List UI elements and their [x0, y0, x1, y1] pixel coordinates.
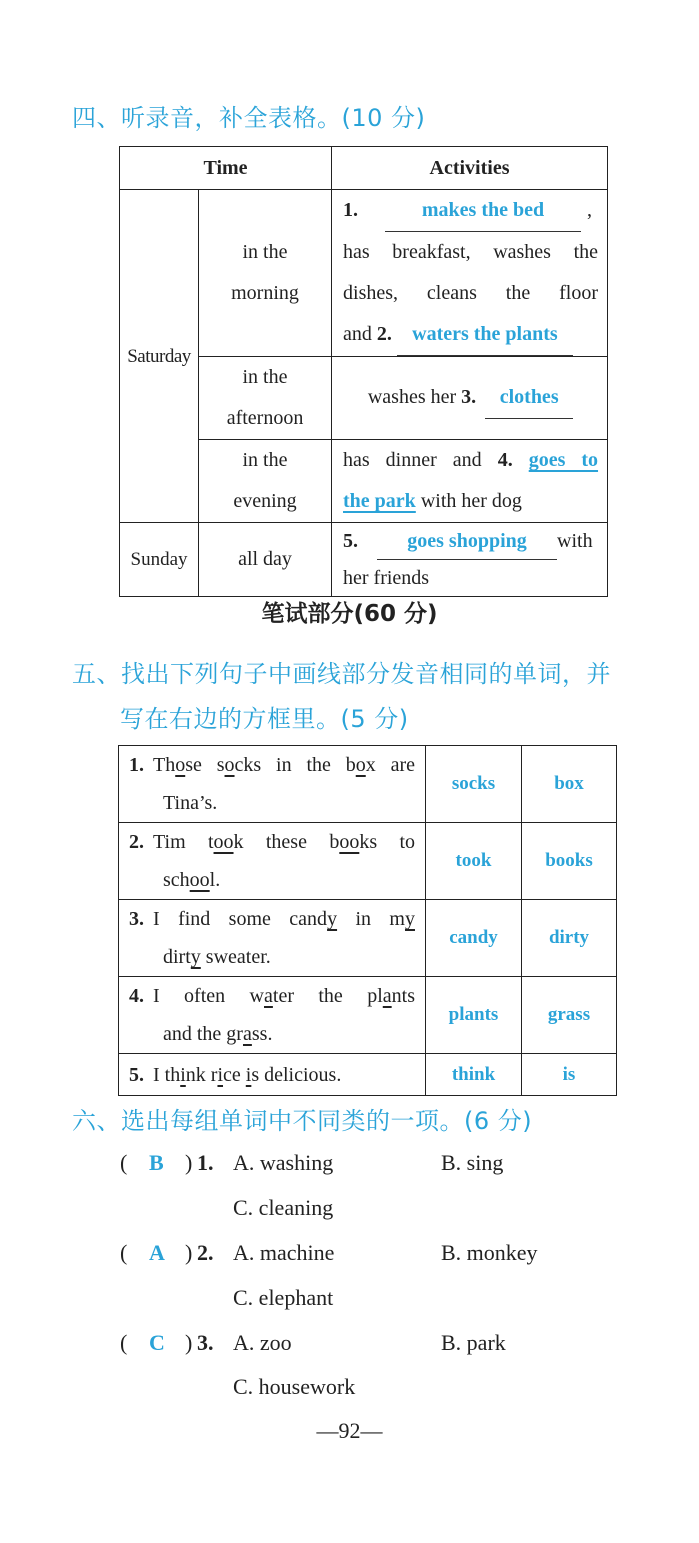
sentence-2: 2. Tim took these books to school.: [119, 823, 426, 900]
question-2-line2: [0, 1278, 699, 1318]
question-3: ( C ) 3. A. zoo B. park: [0, 1323, 699, 1363]
option-a: A. machine: [233, 1240, 335, 1265]
option-b: B. monkey: [441, 1240, 538, 1265]
section5-title: 五、找出下列句子中画线部分发音相同的单词，并: [72, 660, 611, 688]
morning-activities: 1. makes the bed , has breakfast, washes the dishes, cleans the floor and 2. waters the plants: [332, 190, 608, 357]
answer-4: goes to: [528, 449, 599, 471]
sentence-1: 1. Those socks in the box are Tina’s.: [119, 746, 426, 823]
section5-title-line2: 写在右边的方框里。(5 分): [120, 705, 409, 733]
question-1: ( B ) 1. A. washing B. sing: [0, 1143, 699, 1183]
option-c: C. housework: [233, 1374, 356, 1399]
question-1-line2: [0, 1188, 699, 1228]
answer-5: goes shopping: [377, 523, 557, 560]
answer-word-5b: is: [522, 1054, 617, 1096]
option-a: A. zoo: [233, 1330, 292, 1355]
evening-activities: has dinner and 4. goes to the park with her dog: [332, 440, 608, 523]
option-c: C. elephant: [233, 1285, 334, 1310]
answer-word-3a: candy: [426, 900, 522, 977]
answer-choice-1: B: [149, 1150, 164, 1175]
evening-label: in the evening: [199, 440, 332, 523]
answer-2: waters the plants: [397, 314, 573, 356]
section4-title: 四、听录音，补全表格。(10 分): [72, 104, 426, 132]
listening-table: [119, 146, 608, 597]
option-c: C. cleaning: [233, 1195, 334, 1220]
sentence-3: 3. I find some candy in my dirty sweater.: [119, 900, 426, 977]
afternoon-activities: washes her 3. clothes: [332, 357, 608, 440]
answer-3: clothes: [485, 377, 573, 419]
activities-header: Activities: [332, 147, 608, 190]
page-number: —92—: [316, 1418, 383, 1443]
sentence-5: 5. I think rice is delicious.: [119, 1054, 426, 1096]
option-a: A. washing: [233, 1150, 334, 1175]
option-b: B. park: [441, 1330, 506, 1355]
answer-word-3b: dirty: [522, 900, 617, 977]
answer-word-4b: grass: [522, 977, 617, 1054]
question-2: ( A ) 2. A. machine B. monkey: [0, 1233, 699, 1273]
answer-word-1a: socks: [426, 746, 522, 823]
answer-word-5a: think: [426, 1054, 522, 1096]
afternoon-label: in the afternoon: [199, 357, 332, 440]
sunday-label: Sunday: [120, 523, 199, 597]
morning-label: in the morning: [199, 190, 332, 357]
question-3-line2: [0, 1367, 699, 1407]
answer-word-2b: books: [522, 823, 617, 900]
sentence-4: 4. I often water the plants and the grass.: [119, 977, 426, 1054]
option-b: B. sing: [441, 1150, 504, 1175]
answer-1: makes the bed: [385, 190, 581, 232]
answer-word-4a: plants: [426, 977, 522, 1054]
sunday-activities: 5. goes shopping with her friends: [332, 523, 608, 597]
answer-word-2a: took: [426, 823, 522, 900]
time-header: Time: [120, 147, 332, 190]
section6-title: 六、选出每组单词中不同类的一项。(6 分): [72, 1107, 533, 1135]
answer-choice-2: A: [149, 1240, 165, 1265]
saturday-label: Saturday: [120, 190, 199, 523]
answer-word-1b: box: [522, 746, 617, 823]
written-section-title: 笔试部分(60 分): [261, 601, 438, 627]
pronunciation-table: [118, 745, 617, 1096]
answer-choice-3: C: [149, 1330, 165, 1355]
allday-label: all day: [199, 523, 332, 597]
